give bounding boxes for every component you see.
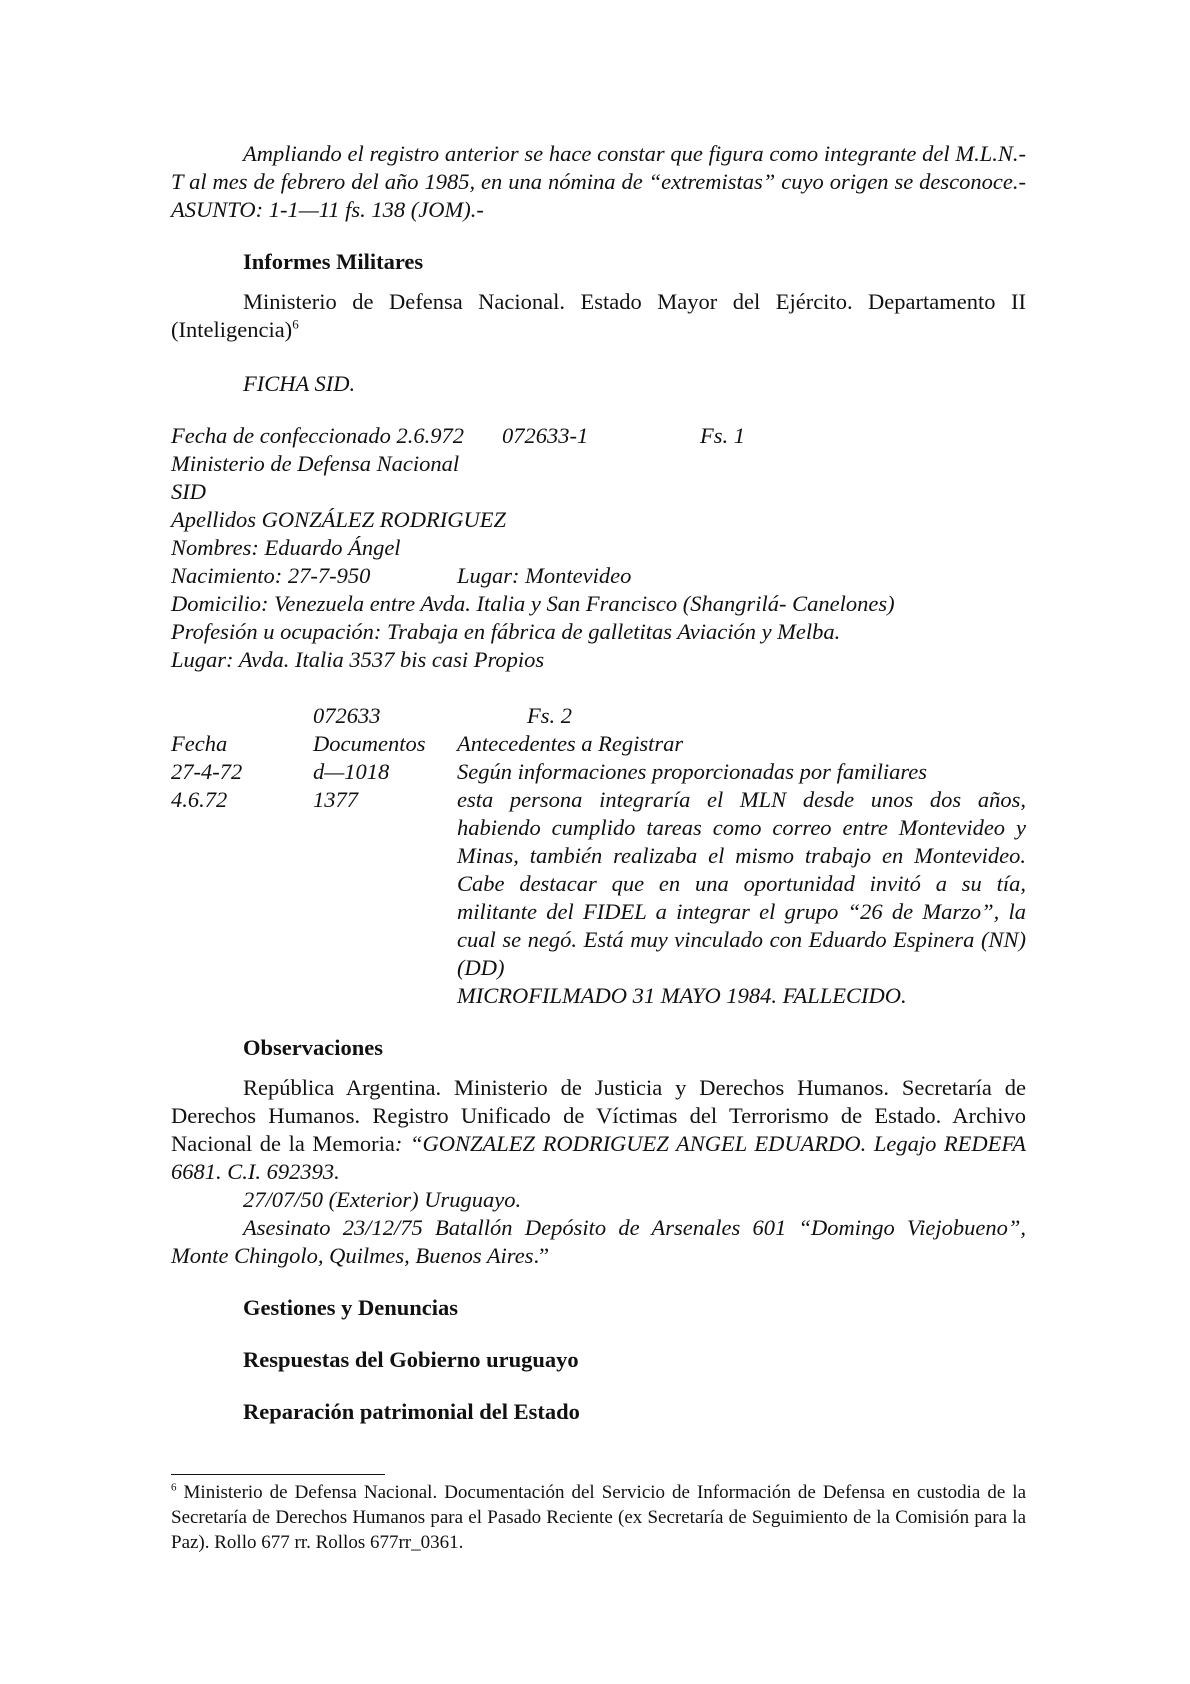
- table-header-antecedentes: Antecedentes a Registrar: [457, 731, 684, 756]
- table-cell-fecha: 27-4-72: [171, 759, 243, 784]
- table-final-line: MICROFILMADO 31 MAYO 1984. FALLECIDO.: [457, 983, 907, 1008]
- footnote-text: Ministerio de Defensa Nacional. Documentación del Servicio de Información de Defensa en custodia de la Secretaría de Derechos Humanos para el Pasado Reciente (ex Secretaría de Seguimiento de la Comisión para la Paz). Rollo 677 rr. Rollos 677rr_0361.: [171, 1482, 1026, 1553]
- table-row: [171, 786, 1026, 982]
- ficha-line: Apellidos GONZÁLEZ RODRIGUEZ: [171, 507, 507, 532]
- observaciones-asesinato: Asesinato 23/12/75 Batallón Depósito de Arsenales 601 “Domingo Viejobueno”, Monte Chingolo, Quilmes, Buenos Aires: [171, 1215, 1026, 1268]
- ficha-title: FICHA SID.: [243, 371, 356, 396]
- heading-reparacion: Reparación patrimonial del Estado: [243, 1399, 580, 1424]
- ficha-line: Ministerio de Defensa Nacional: [171, 451, 460, 476]
- table-cell-text: esta persona integraría el MLN desde unos dos años, habiendo cumplido tareas como correo entre Montevideo y Minas, también realizaba el mismo trabajo en Montevideo. Cabe destacar que en una oportunidad invitó a su tía, militante del FIDEL a integrar el grupo “26 de Marzo”, la cual se negó. Está muy vinculado con Eduardo Espinera (NN) (DD): [457, 787, 1026, 980]
- observaciones-line-3: [171, 1214, 1026, 1270]
- table-cell-text: Según informaciones proporcionadas por familiares: [457, 759, 927, 784]
- heading-observaciones: Observaciones: [243, 1035, 383, 1060]
- footnote-reference: 6: [292, 316, 299, 332]
- ficha-block: [171, 422, 1026, 674]
- table-header-fecha: Fecha: [171, 731, 228, 756]
- observaciones-end: .”: [533, 1243, 550, 1268]
- antecedentes-table: [171, 702, 1026, 1010]
- observaciones-line: 27/07/50 (Exterior) Uruguayo.: [243, 1187, 522, 1212]
- table-header-documentos: Documentos: [313, 731, 426, 756]
- ficha-line: Lugar: Avda. Italia 3537 bis casi Propios: [171, 647, 545, 672]
- ficha-nacimiento: Nacimiento: 27-7-950: [171, 563, 371, 588]
- table-final-row: [171, 982, 1026, 1010]
- document-body: [171, 140, 1026, 1426]
- footnote-number: 6: [171, 1481, 177, 1494]
- intro-paragraph: Ampliando el registro anterior se hace constar que figura como integrante del M.L.N.-T al mes de febrero del año 1985, en una nómina de “extremistas” cuyo origen se desconoce.- ASUNTO: 1-1—11 fs. 138 (JOM).-: [171, 141, 1026, 222]
- table-cell-doc: 1377: [313, 787, 358, 812]
- table-cell-doc: d—1018: [313, 759, 390, 784]
- table-fs: Fs. 2: [527, 703, 572, 728]
- observaciones-quote: : “GONZALEZ RODRIGUEZ ANGEL EDUARDO. Legajo REDEFA 6681. C.I. 692393.: [171, 1131, 1026, 1184]
- observaciones-paragraph: [171, 1074, 1026, 1186]
- ficha-lugar: Lugar: Montevideo: [457, 563, 632, 588]
- table-row: [171, 758, 1026, 786]
- informes-paragraph: [171, 288, 1026, 344]
- footnote-divider: [171, 1474, 385, 1475]
- heading-respuestas: Respuestas del Gobierno uruguayo: [243, 1347, 579, 1372]
- ficha-fecha: Fecha de confeccionado 2.6.972: [171, 423, 465, 448]
- ficha-line: Profesión u ocupación: Trabaja en fábrica de galletitas Aviación y Melba.: [171, 619, 841, 644]
- ficha-fs: Fs. 1: [700, 423, 745, 448]
- heading-informes-militares: Informes Militares: [243, 249, 424, 274]
- ficha-line: Domicilio: Venezuela entre Avda. Italia y San Francisco (Shangrilá- Canelones): [171, 591, 895, 616]
- table-code: 072633: [313, 703, 381, 728]
- table-code-row: [171, 702, 1026, 730]
- informes-text: Ministerio de Defensa Nacional. Estado Mayor del Ejército. Departamento II (Inteligencia): [171, 289, 1026, 342]
- ficha-line: SID: [171, 479, 206, 504]
- ficha-code: 072633-1: [502, 423, 589, 448]
- ficha-nacimiento-line: [171, 562, 1026, 590]
- observaciones-text: República Argentina. Ministerio de Justicia y Derechos Humanos. Secretaría de Derechos Humanos. Registro Unificado de Víctimas del Terrorismo de Estado. Archivo Nacional de la Memoria: [171, 1075, 1026, 1156]
- table-cell-fecha: 4.6.72: [171, 787, 228, 812]
- heading-gestiones: Gestiones y Denuncias: [243, 1295, 459, 1320]
- table-header-row: [171, 730, 1026, 758]
- ficha-header-line: [171, 422, 1026, 450]
- footnote: [171, 1480, 1026, 1555]
- ficha-line: Nombres: Eduardo Ángel: [171, 535, 401, 560]
